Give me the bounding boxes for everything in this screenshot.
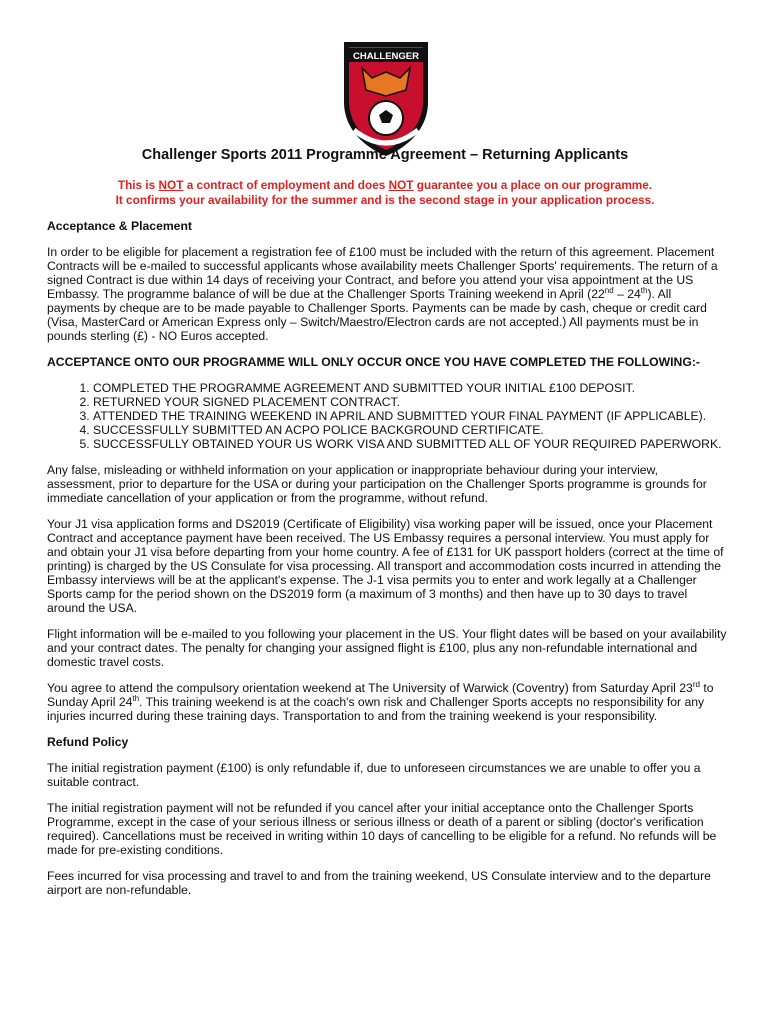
document-body — [47, 219, 727, 909]
disclaimer-line-1: This is NOT a contract of employment and does NOT guarantee you a place on our programme. — [117, 178, 653, 192]
paragraph-refund-1: The initial registration payment (£100) is only refundable if, due to unforeseen circumstances we are unable to offer you a suitable contract. — [47, 761, 701, 789]
list-item: 3. ATTENDED THE TRAINING WEEKEND IN APRIL AND SUBMITTED YOUR FINAL PAYMENT (IF APPLICABLE). — [93, 409, 727, 423]
paragraph-refund-3: Fees incurred for visa processing and travel to and from the training weekend, US Consulate interview and to the departure airport are non-refundable. — [47, 869, 711, 897]
paragraph-orientation: You agree to attend the compulsory orientation weekend at The University of Warwick (Coventry) from Saturday April 23rd to Sunday April 24th. This training weekend is at the coach's own risk and Challenger Sports accepts no responsibility for any injuries incurred during these training days. Transportation to and from the training weekend is your responsibility. — [47, 679, 714, 723]
paragraph-misleading-information: Any false, misleading or withheld information on your application or inappropriate behaviour during your interview, assessment, prior to departure for the USA or during your participation on the Challenger Sports programme is grounds for immediate cancellation of your application or from the programme, without refund. — [47, 463, 707, 505]
list-item: 2. RETURNED YOUR SIGNED PLACEMENT CONTRACT. — [93, 395, 727, 409]
list-item: 4. SUCCESSFULLY SUBMITTED AN ACPO POLICE BACKGROUND CERTIFICATE. — [93, 423, 727, 437]
challenger-sports-logo — [340, 38, 432, 158]
paragraph-registration-fee: In order to be eligible for placement a registration fee of £100 must be included with the return of this agreement. Placement Contracts will be e-mailed to successful applicants whose availability meets Challenger Sports' requirements. The return of a signed Contract is due within 14 days of receiving your Contract, and before you attend your visa appointment at the US Embassy. The programme balance of will be due at the Challenger Sports Training weekend in April (22nd – 24th). All payments by cheque are to be made payable to Challenger Sports. Payments can be made by cash, cheque or credit card (Visa, MasterCard or American Express only – Switch/Maestro/Electron cards are not accepted.) All payments must be in pounds sterling (£) - NO Euros accepted. — [47, 245, 718, 343]
requirements-heading: ACCEPTANCE ONTO OUR PROGRAMME WILL ONLY OCCUR ONCE YOU HAVE COMPLETED THE FOLLOWING:- — [47, 355, 700, 369]
paragraph-flight: Flight information will be e-mailed to you following your placement in the US. Your flight dates will be based on your availability and your contract dates. The penalty for changing your assigned flight is £100, plus any non-refundable international and domestic travel costs. — [47, 627, 727, 669]
disclaimer — [0, 178, 770, 208]
paragraph-refund-2: The initial registration payment will not be refunded if you cancel after your initial acceptance onto the Challenger Sports Programme, except in the case of your serious illness or serious illness or death of a parent or sibling (doctor's verification required). Cancellations must be received in writing within 10 days of cancelling to be eligible for a refund. No refunds will be made for pre-existing conditions. — [47, 801, 717, 857]
section-heading-refund: Refund Policy — [47, 735, 129, 749]
requirements-list — [47, 381, 727, 451]
section-heading-acceptance: Acceptance & Placement — [47, 219, 192, 233]
list-item: 1. COMPLETED THE PROGRAMME AGREEMENT AND SUBMITTED YOUR INITIAL £100 DEPOSIT. — [93, 381, 727, 395]
list-item: 5. SUCCESSFULLY OBTAINED YOUR US WORK VISA AND SUBMITTED ALL OF YOUR REQUIRED PAPERWORK. — [93, 437, 727, 451]
page-title: Challenger Sports 2011 Programme Agreement – Returning Applicants — [141, 147, 629, 163]
paragraph-visa: Your J1 visa application forms and DS2019 (Certificate of Eligibility) visa working paper will be issued, once your Placement Contract and acceptance payment have been received. The US Embassy requires a personal interview. You must apply for and obtain your J1 visa before departing from your home country. A fee of £131 for UK passport holders (correct at the time of printing) is charged by the US Consulate for visa processing. All transport and accommodation costs incurred in attending the Embassy interviews will be at the applicant's expense. The J-1 visa permits you to enter and work legally at a Challenger Sports camp for the period shown on the DS2019 form (a maximum of 3 months) and then have up to 30 days to travel around the USA. — [47, 517, 724, 615]
disclaimer-line-2: It confirms your availability for the summer and is the second stage in your application process. — [115, 193, 655, 207]
logo-text: CHALLENGER — [353, 51, 419, 62]
